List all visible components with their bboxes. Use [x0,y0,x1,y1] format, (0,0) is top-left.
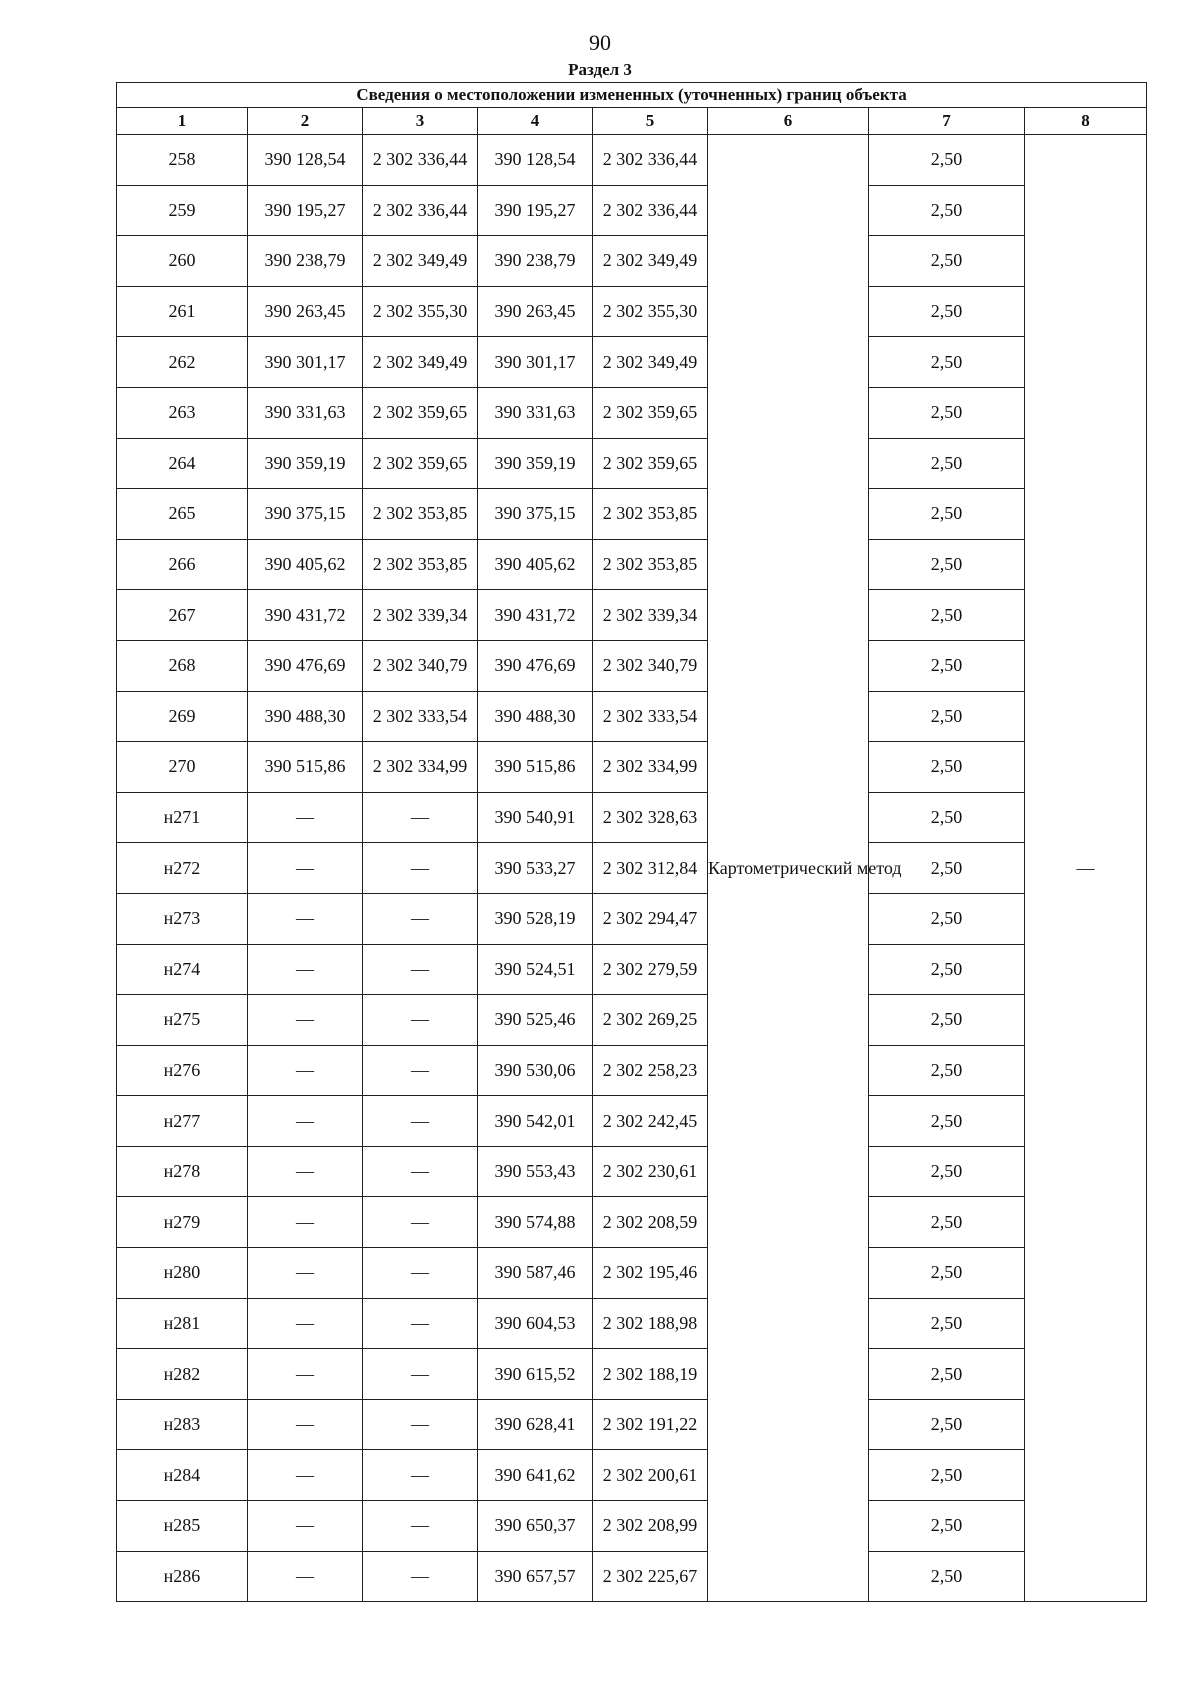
old-y-cell: 2 302 336,44 [363,185,478,236]
old-x-cell: — [248,1197,363,1248]
precision-cell: 2,50 [869,640,1025,691]
precision-cell: 2,50 [869,1450,1025,1501]
point-number-cell: н279 [117,1197,248,1248]
point-number-cell: н273 [117,893,248,944]
new-y-cell: 2 302 349,49 [593,337,708,388]
point-number-cell: н281 [117,1298,248,1349]
new-y-cell: 2 302 242,45 [593,1096,708,1147]
new-x-cell: 390 476,69 [478,640,593,691]
table-row [117,236,1147,287]
table-row [117,691,1147,742]
new-y-cell: 2 302 191,22 [593,1399,708,1450]
new-y-cell: 2 302 353,85 [593,489,708,540]
point-number-cell: 262 [117,337,248,388]
new-x-cell: 390 542,01 [478,1096,593,1147]
precision-cell: 2,50 [869,1349,1025,1400]
point-number-cell: 261 [117,286,248,337]
point-number-cell: н285 [117,1501,248,1552]
new-y-cell: 2 302 208,59 [593,1197,708,1248]
table-row [117,944,1147,995]
old-y-cell: — [363,1399,478,1450]
new-y-cell: 2 302 336,44 [593,135,708,186]
new-x-cell: 390 515,86 [478,742,593,793]
precision-cell: 2,50 [869,1045,1025,1096]
old-y-cell: 2 302 336,44 [363,135,478,186]
new-x-cell: 390 405,62 [478,539,593,590]
new-x-cell: 390 128,54 [478,135,593,186]
new-y-cell: 2 302 328,63 [593,792,708,843]
new-y-cell: 2 302 336,44 [593,185,708,236]
precision-cell: 2,50 [869,590,1025,641]
new-x-cell: 390 587,46 [478,1248,593,1299]
old-x-cell: 390 359,19 [248,438,363,489]
old-y-cell: 2 302 353,85 [363,539,478,590]
point-number-cell: н277 [117,1096,248,1147]
new-x-cell: 390 488,30 [478,691,593,742]
point-number-cell: 259 [117,185,248,236]
precision-cell: 2,50 [869,1298,1025,1349]
old-y-cell: — [363,1096,478,1147]
old-x-cell: — [248,1248,363,1299]
new-y-cell: 2 302 294,47 [593,893,708,944]
table-row [117,893,1147,944]
precision-cell: 2,50 [869,742,1025,793]
precision-cell: 2,50 [869,1197,1025,1248]
table-row [117,995,1147,1046]
column-number-2: 2 [248,108,363,135]
precision-cell: 2,50 [869,1551,1025,1602]
precision-cell: 2,50 [869,438,1025,489]
old-y-cell: — [363,1045,478,1096]
precision-cell: 2,50 [869,489,1025,540]
old-x-cell: 390 375,15 [248,489,363,540]
new-x-cell: 390 540,91 [478,792,593,843]
table-row [117,185,1147,236]
point-number-cell: н274 [117,944,248,995]
old-y-cell: 2 302 359,65 [363,387,478,438]
point-number-cell: н276 [117,1045,248,1096]
old-x-cell: 390 515,86 [248,742,363,793]
table-row [117,1045,1147,1096]
column-number-4: 4 [478,108,593,135]
table-row [117,1501,1147,1552]
table-row [117,742,1147,793]
table-row [117,792,1147,843]
table-row [117,1248,1147,1299]
table-row [117,286,1147,337]
old-y-cell: 2 302 340,79 [363,640,478,691]
precision-cell: 2,50 [869,1248,1025,1299]
old-x-cell: 390 476,69 [248,640,363,691]
old-y-cell: — [363,843,478,894]
precision-cell: 2,50 [869,337,1025,388]
new-x-cell: 390 195,27 [478,185,593,236]
old-x-cell: — [248,1349,363,1400]
new-y-cell: 2 302 195,46 [593,1248,708,1299]
new-y-cell: 2 302 339,34 [593,590,708,641]
new-x-cell: 390 615,52 [478,1349,593,1400]
old-y-cell: — [363,1551,478,1602]
new-x-cell: 390 238,79 [478,236,593,287]
table-row [117,1551,1147,1602]
table-row [117,1450,1147,1501]
column-number-7: 7 [869,108,1025,135]
precision-cell: 2,50 [869,387,1025,438]
table-row [117,1399,1147,1450]
old-x-cell: — [248,1399,363,1450]
method-cell: Картометрический метод [708,135,869,1602]
old-y-cell: — [363,944,478,995]
point-number-cell: 269 [117,691,248,742]
new-x-cell: 390 431,72 [478,590,593,641]
table-body [117,135,1147,1602]
page-number: 90 [589,30,611,55]
old-x-cell: — [248,792,363,843]
old-y-cell: 2 302 359,65 [363,438,478,489]
new-y-cell: 2 302 334,99 [593,742,708,793]
table-row [117,387,1147,438]
table-row [117,640,1147,691]
table-row [117,1349,1147,1400]
point-number-cell: н275 [117,995,248,1046]
precision-cell: 2,50 [869,236,1025,287]
old-y-cell: 2 302 334,99 [363,742,478,793]
new-x-cell: 390 524,51 [478,944,593,995]
point-number-cell: 267 [117,590,248,641]
column-number-8: 8 [1025,108,1147,135]
old-x-cell: — [248,1298,363,1349]
point-number-cell: н284 [117,1450,248,1501]
new-y-cell: 2 302 333,54 [593,691,708,742]
new-y-cell: 2 302 279,59 [593,944,708,995]
new-y-cell: 2 302 230,61 [593,1146,708,1197]
precision-cell: 2,50 [869,792,1025,843]
point-number-cell: н283 [117,1399,248,1450]
table-row [117,1146,1147,1197]
section-title: Раздел 3 [568,60,632,79]
precision-cell: 2,50 [869,1399,1025,1450]
precision-cell: 2,50 [869,1096,1025,1147]
old-y-cell: — [363,893,478,944]
point-number-cell: 270 [117,742,248,793]
precision-cell: 2,50 [869,539,1025,590]
new-x-cell: 390 533,27 [478,843,593,894]
point-number-cell: 264 [117,438,248,489]
new-x-cell: 390 574,88 [478,1197,593,1248]
old-y-cell: — [363,1298,478,1349]
new-x-cell: 390 301,17 [478,337,593,388]
old-x-cell: 390 331,63 [248,387,363,438]
boundary-coordinates-table [116,82,1147,1602]
precision-cell: 2,50 [869,944,1025,995]
old-x-cell: 390 431,72 [248,590,363,641]
old-x-cell: 390 488,30 [248,691,363,742]
precision-cell: 2,50 [869,893,1025,944]
new-y-cell: 2 302 349,49 [593,236,708,287]
new-x-cell: 390 641,62 [478,1450,593,1501]
new-y-cell: 2 302 225,67 [593,1551,708,1602]
old-x-cell: — [248,1551,363,1602]
new-y-cell: 2 302 188,98 [593,1298,708,1349]
old-y-cell: 2 302 333,54 [363,691,478,742]
point-number-cell: н286 [117,1551,248,1602]
old-y-cell: 2 302 349,49 [363,337,478,388]
new-y-cell: 2 302 359,65 [593,387,708,438]
new-x-cell: 390 331,63 [478,387,593,438]
old-x-cell: 390 301,17 [248,337,363,388]
new-y-cell: 2 302 355,30 [593,286,708,337]
precision-cell: 2,50 [869,286,1025,337]
new-y-cell: 2 302 208,99 [593,1501,708,1552]
column-number-3: 3 [363,108,478,135]
old-x-cell: — [248,944,363,995]
new-x-cell: 390 530,06 [478,1045,593,1096]
old-x-cell: — [248,843,363,894]
old-x-cell: — [248,893,363,944]
table-row [117,489,1147,540]
new-x-cell: 390 528,19 [478,893,593,944]
point-number-cell: н280 [117,1248,248,1299]
point-number-cell: н271 [117,792,248,843]
table-row [117,1197,1147,1248]
table-caption: Сведения о местоположении измененных (уточненных) границ объекта [117,83,1147,108]
precision-cell: 2,50 [869,185,1025,236]
old-x-cell: — [248,1096,363,1147]
old-x-cell: — [248,1045,363,1096]
point-number-cell: 258 [117,135,248,186]
table-row [117,539,1147,590]
new-x-cell: 390 628,41 [478,1399,593,1450]
new-x-cell: 390 525,46 [478,995,593,1046]
point-number-cell: 263 [117,387,248,438]
old-x-cell: 390 263,45 [248,286,363,337]
column-number-5: 5 [593,108,708,135]
old-y-cell: — [363,792,478,843]
point-number-cell: 260 [117,236,248,287]
table-row [117,1298,1147,1349]
new-x-cell: 390 650,37 [478,1501,593,1552]
new-x-cell: 390 553,43 [478,1146,593,1197]
old-y-cell: — [363,995,478,1046]
precision-cell: 2,50 [869,135,1025,186]
new-x-cell: 390 359,19 [478,438,593,489]
new-y-cell: 2 302 200,61 [593,1450,708,1501]
old-y-cell: — [363,1146,478,1197]
old-x-cell: 390 128,54 [248,135,363,186]
new-y-cell: 2 302 353,85 [593,539,708,590]
new-x-cell: 390 657,57 [478,1551,593,1602]
old-y-cell: 2 302 353,85 [363,489,478,540]
table-row [117,438,1147,489]
point-number-cell: н278 [117,1146,248,1197]
old-y-cell: 2 302 339,34 [363,590,478,641]
new-x-cell: 390 263,45 [478,286,593,337]
new-x-cell: 390 375,15 [478,489,593,540]
old-x-cell: 390 405,62 [248,539,363,590]
old-x-cell: — [248,1146,363,1197]
new-y-cell: 2 302 188,19 [593,1349,708,1400]
table-row [117,337,1147,388]
new-y-cell: 2 302 258,23 [593,1045,708,1096]
point-number-cell: н272 [117,843,248,894]
precision-cell: 2,50 [869,1501,1025,1552]
old-y-cell: 2 302 349,49 [363,236,478,287]
old-x-cell: — [248,1450,363,1501]
old-x-cell: 390 238,79 [248,236,363,287]
old-x-cell: 390 195,27 [248,185,363,236]
point-number-cell: н282 [117,1349,248,1400]
new-y-cell: 2 302 340,79 [593,640,708,691]
point-number-cell: 266 [117,539,248,590]
precision-cell: 2,50 [869,843,1025,894]
point-number-cell: 268 [117,640,248,691]
old-y-cell: — [363,1248,478,1299]
new-y-cell: 2 302 312,84 [593,843,708,894]
table-row [117,590,1147,641]
old-y-cell: — [363,1450,478,1501]
new-x-cell: 390 604,53 [478,1298,593,1349]
old-x-cell: — [248,995,363,1046]
new-y-cell: 2 302 359,65 [593,438,708,489]
old-x-cell: — [248,1501,363,1552]
column-number-6: 6 [708,108,869,135]
old-y-cell: 2 302 355,30 [363,286,478,337]
old-y-cell: — [363,1501,478,1552]
column-number-1: 1 [117,108,248,135]
precision-cell: 2,50 [869,1146,1025,1197]
precision-cell: 2,50 [869,691,1025,742]
old-y-cell: — [363,1349,478,1400]
new-y-cell: 2 302 269,25 [593,995,708,1046]
table-row [117,135,1147,186]
old-y-cell: — [363,1197,478,1248]
table-row [117,1096,1147,1147]
table-row [117,843,1147,894]
precision-cell: 2,50 [869,995,1025,1046]
description-cell: — [1025,135,1147,1602]
point-number-cell: 265 [117,489,248,540]
